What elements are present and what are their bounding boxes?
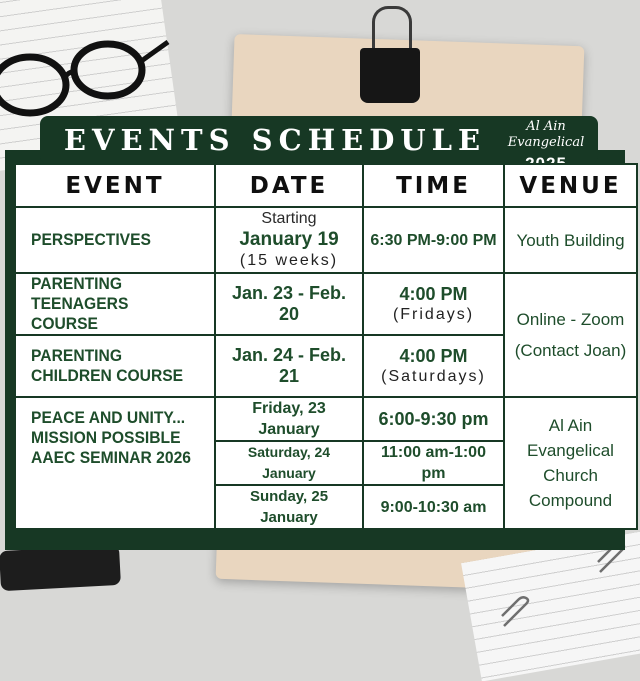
eyeglasses-image	[0, 40, 170, 120]
time-cell: 11:00 am-1:00 pm	[363, 441, 504, 485]
header-date: DATE	[215, 164, 363, 207]
time-cell	[363, 273, 504, 335]
binder-clip	[360, 48, 420, 103]
event-cell	[15, 207, 215, 273]
date-cell: Jan. 23 - Feb. 20	[215, 273, 363, 335]
time-cell: 6:30 PM-9:00 PM	[363, 207, 504, 273]
event-name: PERSPECTIVES	[31, 230, 151, 249]
events-table	[14, 163, 638, 530]
header-time: TIME	[363, 164, 504, 207]
date-sub: (15 weeks)	[239, 252, 339, 269]
header-venue: VENUE	[504, 164, 637, 207]
venue-cell: Youth Building	[504, 207, 637, 273]
time-sub: (Saturdays)	[381, 367, 486, 385]
table-header-row	[15, 164, 637, 207]
time-sub: (Fridays)	[392, 305, 475, 323]
venue-cell-shared	[504, 273, 637, 397]
table-row	[15, 207, 637, 273]
header-event: EVENT	[15, 164, 215, 207]
time-cell	[363, 335, 504, 397]
venue-line: Al Ain	[548, 416, 593, 435]
venue-line: (Contact Joan)	[514, 341, 627, 360]
church-logo	[506, 118, 586, 164]
date-main: January 19	[239, 229, 339, 250]
table-row	[15, 273, 637, 335]
event-cell	[15, 335, 215, 397]
venue-line: Online - Zoom	[516, 310, 625, 329]
time-main: 4:00 PM	[399, 283, 468, 304]
logo-script-line2: Evangelical	[507, 135, 585, 150]
event-cell-seminar	[15, 397, 215, 529]
time-cell: 6:00-9:30 pm	[363, 397, 504, 441]
date-cell: Sunday, 25 January	[215, 485, 363, 529]
time-cell: 9:00-10:30 am	[363, 485, 504, 529]
date-prefix: Starting	[261, 210, 317, 227]
background-dark-object	[0, 545, 121, 591]
logo-script-line1: Al Ain	[526, 119, 566, 134]
page-title: EVENTS SCHEDULE	[63, 123, 487, 157]
event-name: PARENTING TEENAGERS COURSE	[31, 274, 129, 333]
venue-line: Evangelical	[527, 441, 614, 460]
venue-line: Church	[543, 466, 598, 485]
paperclip-icon-2	[496, 592, 536, 632]
date-cell	[215, 207, 363, 273]
event-cell	[15, 273, 215, 335]
event-name: PEACE AND UNITY... MISSION POSSIBLE AAEC SEMINAR 2026	[31, 408, 191, 467]
time-main: 4:00 PM	[399, 345, 468, 366]
event-name: PARENTING CHILDREN COURSE	[31, 346, 184, 385]
venue-line: Compound	[528, 491, 613, 510]
table-row	[15, 397, 637, 441]
date-cell: Jan. 24 - Feb. 21	[215, 335, 363, 397]
venue-cell-seminar	[504, 397, 637, 529]
date-cell: Friday, 23 January	[215, 397, 363, 441]
date-cell: Saturday, 24 January	[215, 441, 363, 485]
